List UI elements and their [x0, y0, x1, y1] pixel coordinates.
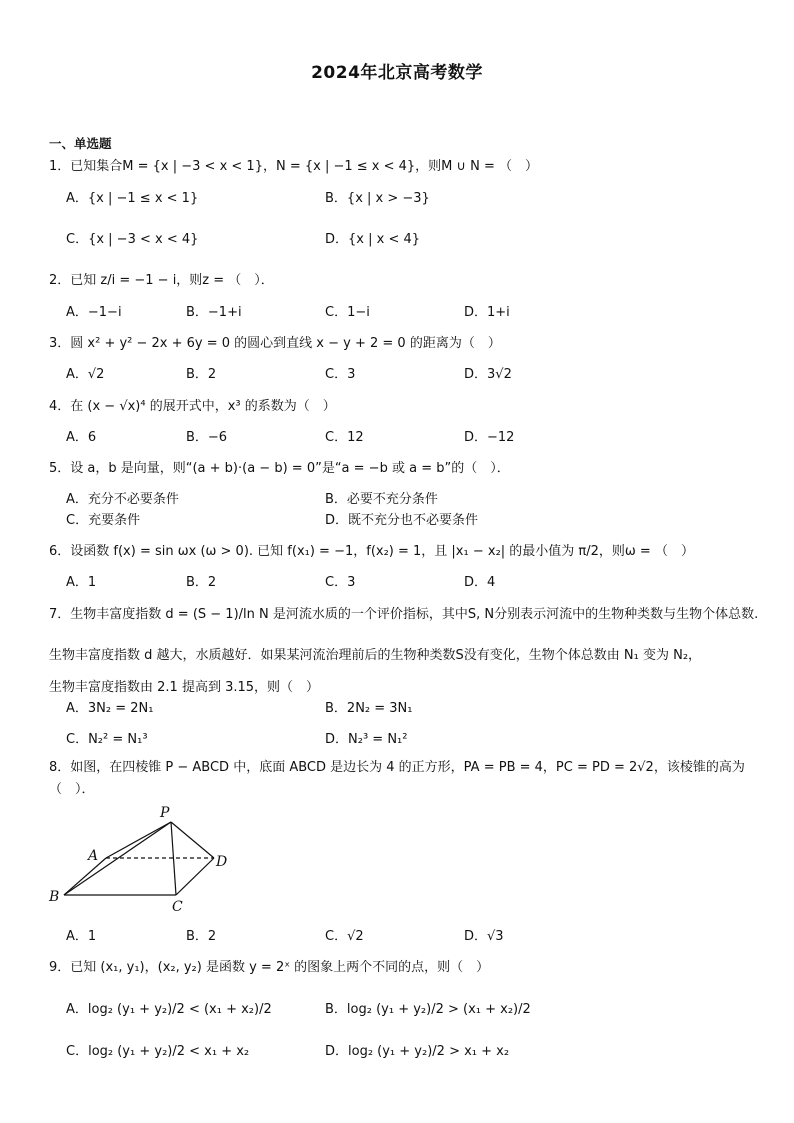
q9-option-a: A．log₂ (y₁ + y₂)/2 < (x₁ + x₂)/2 [66, 1002, 272, 1017]
pyramid-diagram [46, 800, 246, 915]
q1-option-b: B．{x | x > −3} [325, 191, 430, 206]
question-7-line-3: 生物丰富度指数由 2.1 提高到 3.15，则（ ） [49, 680, 320, 695]
label-P: P [160, 805, 170, 821]
q2-option-d: D．1+i [464, 305, 510, 320]
question-3-stem: 3．圆 x² + y² − 2x + 6y = 0 的圆心到直线 x − y + 2 = 0 的距离为（ ） [49, 336, 501, 351]
edge-PA [106, 822, 171, 858]
q5-option-b: B．必要不充分条件 [325, 492, 438, 507]
label-B: B [49, 889, 60, 905]
q7-option-a: A．3N₂ = 2N₁ [66, 701, 154, 716]
q5-option-d: D．既不充分也不必要条件 [325, 513, 479, 528]
q6-option-b: B．2 [186, 575, 217, 590]
q8-option-b: B．2 [186, 929, 217, 944]
q9-option-c: C．log₂ (y₁ + y₂)/2 < x₁ + x₂ [66, 1044, 250, 1059]
q6-option-d: D．4 [464, 575, 496, 590]
label-D: D [216, 854, 228, 870]
question-9-stem: 9．已知 (x₁, y₁)，(x₂, y₂) 是函数 y = 2ˣ 的图象上两个不同的点，则（ ） [49, 960, 490, 975]
q2-option-b: B．−1+i [186, 305, 242, 320]
q6-option-c: C．3 [325, 575, 356, 590]
edge-BA [64, 858, 106, 895]
q3-option-d: D．3√2 [464, 367, 512, 382]
edge-CD [176, 858, 214, 895]
edge-PD [171, 822, 214, 858]
question-8-stem: 8．如图，在四棱锥 P − ABCD 中，底面 ABCD 是边长为 4 的正方形，PA = PB = 4，PC = PD = 2√2，该棱锥的高为（ ）． [49, 760, 745, 797]
q6-option-a: A．1 [66, 575, 97, 590]
q3-option-b: B．2 [186, 367, 217, 382]
q7-option-d: D．N₂³ = N₁² [325, 732, 408, 747]
question-2-stem: 2．已知 z/i = −1 − i，则z = （ ）． [49, 273, 274, 288]
edge-PB [64, 822, 171, 895]
question-5-stem: 5．设 a，b 是向量，则“(a + b)·(a − b) = 0”是“a = −b 或 a = b”的（ ）． [49, 461, 510, 476]
question-7-line-1: 7．生物丰富度指数 d = (S − 1)/ln N 是河流水质的一个评价指标，其中S, N分别表示河流中的生物种类数与生物个体总数. [49, 607, 759, 622]
q1-option-d: D．{x | x < 4} [325, 232, 421, 247]
q5-option-a: A．充分不必要条件 [66, 492, 179, 507]
q4-option-b: B．−6 [186, 430, 228, 445]
q4-option-c: C．12 [325, 430, 364, 445]
question-7-line-2: 生物丰富度指数 d 越大，水质越好．如果某河流治理前后的生物种类数S没有变化，生物个体总数由 N₁ 变为 N₂， [49, 648, 702, 663]
q4-option-a: A．6 [66, 430, 97, 445]
q5-option-c: C．充要条件 [66, 513, 141, 528]
q4-option-d: D．−12 [464, 430, 515, 445]
q7-option-c: C．N₂² = N₁³ [66, 732, 148, 747]
q3-option-c: C．3 [325, 367, 356, 382]
question-4-stem: 4．在 (x − √x)⁴ 的展开式中，x³ 的系数为（ ） [49, 399, 336, 414]
label-A: A [88, 848, 99, 864]
q9-option-d: D．log₂ (y₁ + y₂)/2 > x₁ + x₂ [325, 1044, 510, 1059]
q1-option-a: A．{x | −1 ≤ x < 1} [66, 191, 199, 206]
q7-option-b: B．2N₂ = 3N₁ [325, 701, 413, 716]
q8-option-a: A．1 [66, 929, 97, 944]
page-title: 2024年北京高考数学 [311, 63, 483, 83]
q8-option-d: D．√3 [464, 929, 504, 944]
q9-option-b: B．log₂ (y₁ + y₂)/2 > (x₁ + x₂)/2 [325, 1002, 531, 1017]
label-C: C [172, 899, 183, 915]
q2-option-a: A．−1−i [66, 305, 122, 320]
q3-option-a: A．√2 [66, 367, 105, 382]
question-6-stem: 6．设函数 f(x) = sin ωx (ω > 0). 已知 f(x₁) = −1，f(x₂) = 1，且 |x₁ − x₂| 的最小值为 π/2，则ω = （ ） [49, 544, 694, 559]
section-heading: 一、单选题 [49, 136, 112, 151]
question-1-stem: 1．已知集合M = {x | −3 < x < 1}，N = {x | −1 ≤ x < 4}，则M ∪ N = （ ） [49, 159, 539, 174]
q1-option-c: C．{x | −3 < x < 4} [66, 232, 199, 247]
q2-option-c: C．1−i [325, 305, 370, 320]
q8-option-c: C．√2 [325, 929, 364, 944]
